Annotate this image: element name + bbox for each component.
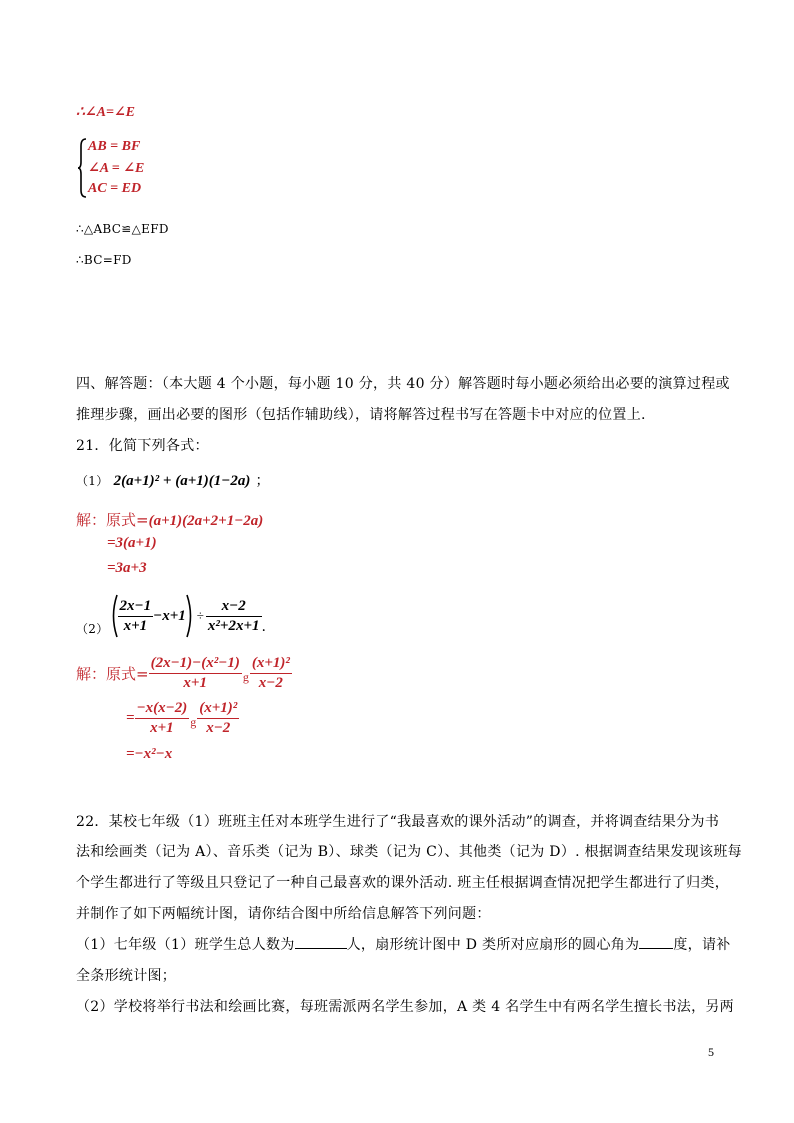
q22-sub1-line-2: 全条形统计图； [76, 968, 177, 984]
q21-part1-step-1: (a+1)(2a+2+1−2a) [148, 513, 264, 529]
sol2-g: g [190, 715, 197, 729]
sol2-frac-b-den: x−2 [206, 720, 231, 736]
sol1-frac-a-den: x+1 [183, 675, 207, 691]
page-number: 5 [708, 1045, 714, 1059]
sol2-frac-b-num: (x+1)² [199, 700, 238, 716]
q21-part2-frac2 [206, 598, 262, 635]
q22-line-1: 22．某校七年级（1）班班主任对本班学生进行了“我最喜欢的课外活动”的调查，并将调查结果分为书 [76, 814, 720, 830]
sol2-frac-a [135, 700, 190, 737]
q22-sub1-a: （1）七年级（1）班学生总人数为 [76, 937, 295, 953]
system-line-3: AC = ED [88, 181, 142, 196]
q21-part2 [76, 594, 266, 638]
q21-part2-solution-2 [126, 700, 239, 737]
q21-part2-end: . [261, 619, 267, 635]
sol2-frac-a-den: x+1 [150, 720, 174, 736]
q22-sub1 [76, 938, 731, 952]
frac2-numerator: x−2 [221, 597, 246, 614]
frac1-numerator: 2x−1 [119, 597, 152, 614]
sol2-frac-b [197, 700, 239, 737]
q21-part1-sol-label: 解：原式= [76, 511, 149, 529]
q21-part2-label: （2） [76, 622, 109, 636]
q22-sub1-b: 人，扇形统计图中 D 类所对应扇形的圆心角为 [346, 937, 640, 953]
sol2-eq: = [126, 710, 135, 726]
therefore-angles: ∴∠A=∠E [76, 105, 136, 120]
sol1-frac-b-num: (x+1)² [251, 655, 290, 671]
conclusion-statement: ∴BC=FD [76, 253, 132, 267]
q22-line-3: 个学生都进行了等级且只登记了一种自己最喜欢的课外活动. 班主任根据调查情况把学生都进行了归类， [76, 875, 729, 891]
q21-part2-div: ÷ [196, 608, 204, 623]
section4-line-2: 推理步骤，画出必要的图形（包括作辅助线），请将解答过程书写在答题卡中对应的位置上. [76, 407, 646, 423]
sol2-frac-a-num: −x(x−2) [136, 700, 188, 716]
sol1-frac-a-num: (2x−1)−(x²−1) [150, 655, 240, 671]
frac1-denominator: x+1 [123, 617, 148, 634]
left-brace-icon [77, 138, 87, 198]
right-paren-icon [186, 594, 195, 638]
system-line-2: ∠A = ∠E [88, 161, 145, 176]
q21-part1-step-3: =3a+3 [107, 560, 147, 576]
q22-line-4: 并制作了如下两幅统计图，请你结合图中所给信息解答下列问题： [76, 906, 491, 922]
q21-part2-mid: −x+1 [153, 607, 186, 624]
q21-part1-expr: 2(a+1)² + (a+1)(1−2a) [113, 473, 251, 489]
q21-part1-step-2: =3(a+1) [107, 535, 157, 551]
section4-line-1: 四、解答题：（本大题 4 个小题，每小题 10 分，共 40 分）解答题时每小题必须给出必要的演算过程或 [76, 376, 730, 392]
q21-part2-solution-1 [76, 655, 292, 692]
q21-part1 [76, 470, 270, 490]
q21-part1-end: ； [255, 473, 270, 489]
q21-title: 21．化简下列各式： [76, 438, 209, 454]
q21-part1-label: （1） [76, 474, 109, 488]
sol1-g: g [242, 670, 249, 684]
sol1-frac-b [250, 655, 292, 692]
q22-line-2: 法和绘画类（记为 A）、音乐类（记为 B）、球类（记为 C）、其他类（记为 D）. 根据调查结果发现该班每 [76, 844, 742, 860]
q21-part2-solution-3: =−x²−x [126, 746, 173, 762]
left-paren-icon [109, 594, 118, 638]
blank-d-angle[interactable] [639, 948, 673, 949]
congruent-statement: ∴△ABC≌△EFD [76, 222, 169, 236]
q21-part2-sol-label: 解：原式= [76, 665, 149, 683]
frac2-denominator: x²+2x+1 [207, 617, 260, 634]
sol1-frac-b-den: x−2 [258, 675, 283, 691]
sol1-frac-a [149, 655, 242, 692]
q21-part2-frac1 [118, 598, 154, 635]
blank-total-students[interactable] [295, 948, 347, 949]
q22-sub2: （2）学校将举行书法和绘画比赛，每班需派两名学生参加，A 类 4 名学生中有两名学生擅长书法，另两 [76, 999, 734, 1015]
system-line-1: AB = BF [88, 139, 141, 154]
q21-part1-solution [76, 509, 263, 530]
q22-sub1-c: 度，请补 [673, 937, 731, 953]
